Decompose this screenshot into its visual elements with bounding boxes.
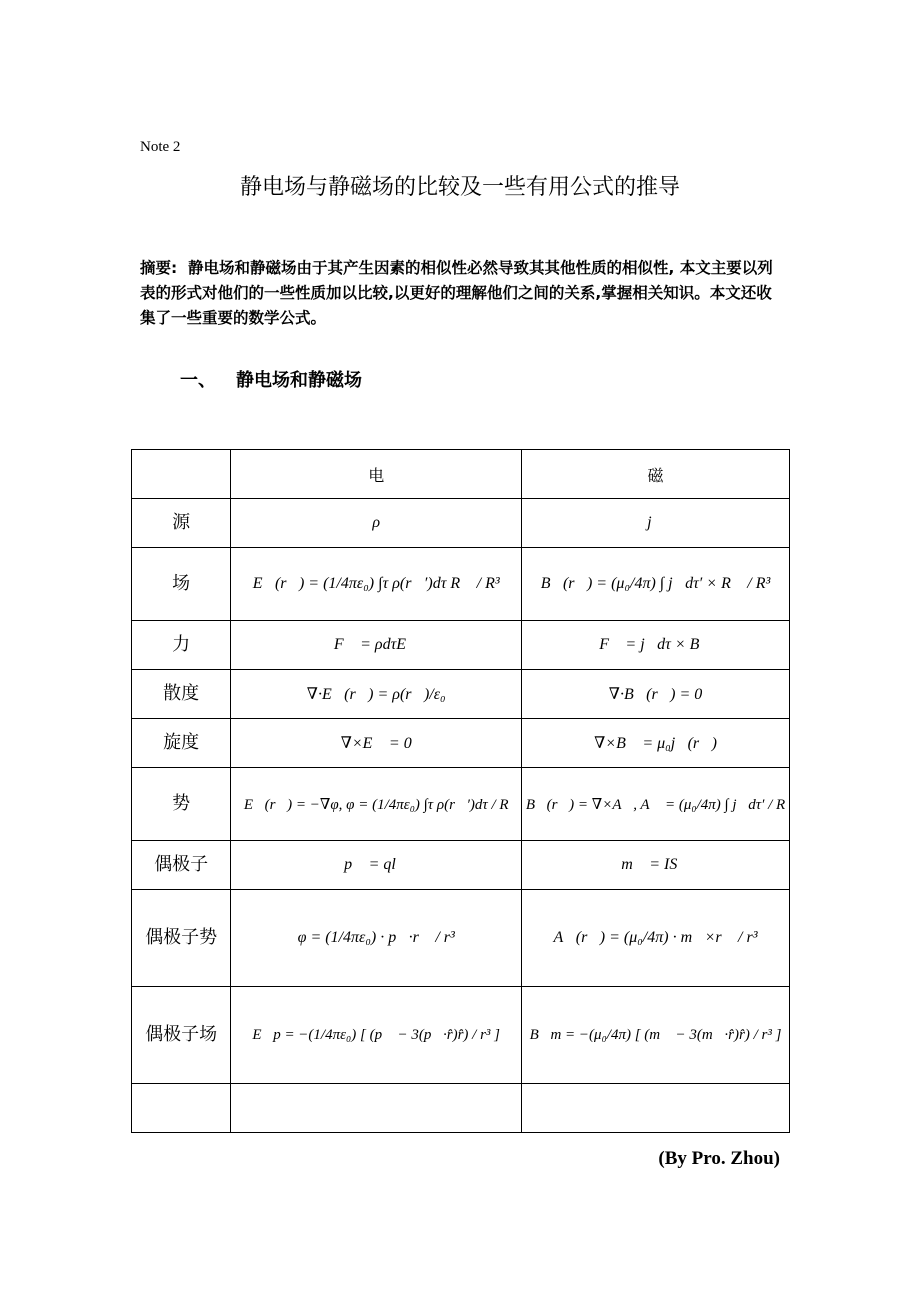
magnetic-formula: m⃗ = IS⃗ [522, 841, 790, 890]
table-row [132, 987, 790, 1084]
magnetic-formula: B⃗(r⃗) = (μ₀/4π) ∫ j⃗dτ′ × R⃗ / R³ [522, 548, 790, 621]
table-row [132, 548, 790, 621]
section-heading [180, 366, 362, 392]
electric-formula: ∇·E⃗(r⃗) = ρ(r⃗)/ε₀ [231, 670, 522, 719]
column-header-magnetic: 磁 [522, 450, 790, 499]
table-header-row [132, 450, 790, 499]
row-label: 散度 [132, 670, 231, 719]
table-row [132, 621, 790, 670]
magnetic-formula: F⃗ = j⃗dτ × B⃗ [522, 621, 790, 670]
magnetic-formula: ∇×B⃗ = μ₀j⃗(r⃗) [522, 719, 790, 768]
document-title: 静电场与静磁场的比较及一些有用公式的推导 [239, 175, 680, 200]
note-label: Note 2 [140, 139, 181, 155]
row-label: 源 [132, 499, 231, 548]
row-label: 场 [132, 548, 231, 621]
byline: (By Pro. Zhou) [658, 1148, 780, 1169]
section-title: 静电场和静磁场 [236, 370, 362, 391]
row-label: 力 [132, 621, 231, 670]
table-row [132, 1084, 790, 1133]
electric-formula: ρ [231, 499, 522, 548]
electric-formula: E⃗(r⃗) = −∇φ, φ = (1/4πε₀) ∫τ ρ(r⃗′)dτ / R [231, 768, 522, 841]
magnetic-formula: A⃗(r⃗) = (μ₀/4π) · m⃗×r⃗ / r³ [522, 890, 790, 987]
table-row [132, 768, 790, 841]
table-row [132, 719, 790, 768]
abstract [140, 256, 785, 331]
comparison-table [131, 449, 790, 1133]
electric-formula: φ = (1/4πε₀) · p⃗·r⃗ / r³ [231, 890, 522, 987]
column-header-electric: 电 [231, 450, 522, 499]
table-row [132, 841, 790, 890]
row-label: 势 [132, 768, 231, 841]
row-label: 偶极子 [132, 841, 231, 890]
electric-formula: E⃗(r⃗) = (1/4πε₀) ∫τ ρ(r⃗′)dτ R⃗ / R³ [231, 548, 522, 621]
section-number: 一、 [180, 370, 216, 391]
table-row [132, 499, 790, 548]
magnetic-formula: B⃗(r⃗) = ∇×A⃗, A⃗ = (μ₀/4π) ∫ j⃗dτ′ / R [522, 768, 790, 841]
magnetic-formula [522, 1084, 790, 1133]
magnetic-formula: B⃗m = −(μ₀/4π) [ (m⃗ − 3(m⃗·r̂)r̂) / r³ ] [522, 987, 790, 1084]
electric-formula: ∇×E⃗ = 0 [231, 719, 522, 768]
row-label: 旋度 [132, 719, 231, 768]
table-row [132, 670, 790, 719]
electric-formula [231, 1084, 522, 1133]
electric-formula: F⃗ = ρdτE⃗ [231, 621, 522, 670]
row-label: 偶极子场 [132, 987, 231, 1084]
magnetic-formula: j⃗ [522, 499, 790, 548]
table-row [132, 890, 790, 987]
row-label [132, 1084, 231, 1133]
abstract-text: 静电场和静磁场由于其产生因素的相似性必然导致其其他性质的相似性, 本文主要以列表的形式对他们的一些性质加以比较,以更好的理解他们之间的关系,掌握相关知识。本文还收集了一些重要的数学公式。 [140, 259, 773, 327]
electric-formula: p⃗ = ql⃗ [231, 841, 522, 890]
row-label: 偶极子势 [132, 890, 231, 987]
table-header-blank [132, 450, 231, 499]
abstract-label: 摘要: [140, 259, 178, 277]
electric-formula: E⃗p = −(1/4πε₀) [ (p⃗ − 3(p⃗·r̂)r̂) / r³ ] [231, 987, 522, 1084]
magnetic-formula: ∇·B⃗(r⃗) = 0 [522, 670, 790, 719]
